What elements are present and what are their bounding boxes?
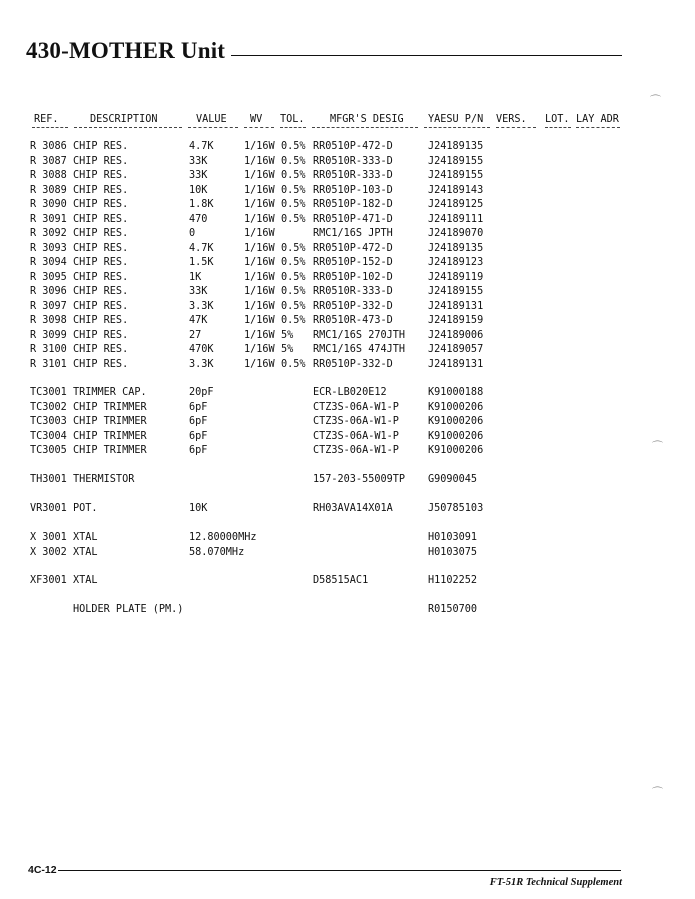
cell-tol: 0.5%: [281, 213, 306, 225]
cell-yaesu-pn: J24189119: [428, 271, 484, 283]
table-row: [0, 155, 695, 169]
cell-ref: TC3001: [30, 387, 67, 398]
cell-description: CHIP RES.: [73, 242, 129, 254]
col-vers: VERS.: [496, 114, 527, 125]
cell-value: 0: [189, 228, 196, 239]
cell-description: CHIP RES.: [73, 170, 129, 181]
cell-ref: R 3091: [30, 213, 67, 225]
dash-rule: [74, 127, 182, 128]
cell-ref: TH3001: [30, 474, 67, 485]
cell-mfgr-desig: 157-203-55009TP: [313, 474, 406, 485]
cell-mfgr-desig: ECR-LB020E12: [313, 387, 387, 398]
cell-value: 6pF: [189, 401, 208, 413]
cell-tol: 0.5%: [281, 315, 306, 326]
cell-yaesu-pn: J24189135: [428, 141, 484, 152]
cell-description: CHIP RES.: [73, 257, 129, 268]
cell-ref: XF3001: [30, 575, 67, 586]
cell-value: 10K: [189, 184, 208, 196]
cell-description: CHIP TRIMMER: [73, 430, 147, 442]
table-row: [0, 546, 695, 560]
cell-mfgr-desig: RMC1/16S 270JTH: [313, 329, 406, 341]
cell-wv: 1/16W: [244, 286, 275, 297]
dash-rule: [312, 127, 418, 128]
table-row: [0, 444, 695, 458]
cell-ref: R 3096: [30, 286, 67, 297]
cell-wv: 1/16W: [244, 155, 275, 167]
cell-mfgr-desig: CTZ3S-06A-W1-P: [313, 430, 399, 442]
col-lot: LOT.: [545, 114, 570, 125]
cell-yaesu-pn: J24189143: [428, 184, 484, 196]
page-header: [26, 36, 622, 66]
cell-yaesu-pn: H0103075: [428, 546, 478, 558]
cell-description: CHIP RES.: [73, 155, 129, 167]
table-row: [0, 314, 695, 328]
table-row: [0, 184, 695, 198]
dash-rule: [244, 127, 274, 128]
cell-description: CHIP TRIMMER: [73, 401, 147, 413]
cell-value: 27: [189, 329, 202, 341]
cell-description: CHIP RES.: [73, 271, 129, 283]
cell-description: CHIP TRIMMER: [73, 445, 147, 456]
table-row: [0, 531, 695, 545]
cell-yaesu-pn: K91000206: [428, 401, 484, 413]
table-row: [0, 343, 695, 357]
col-tol: TOL.: [280, 114, 305, 125]
col-ref: REF.: [34, 114, 59, 125]
cell-ref: R 3099: [30, 329, 67, 341]
cell-yaesu-pn: J24189057: [428, 344, 484, 355]
table-row: [0, 169, 695, 183]
cell-value: 1.5K: [189, 257, 214, 268]
cell-yaesu-pn: H0103091: [428, 532, 478, 543]
table-row: [0, 473, 695, 487]
col-wv: WV: [250, 114, 263, 125]
cell-description: XTAL: [73, 532, 98, 543]
col-yaesu-pn: YAESU P/N: [428, 114, 484, 125]
cell-wv: 1/16W: [244, 184, 275, 196]
table-row: [0, 386, 695, 400]
dash-rule: [188, 127, 238, 128]
col-mfgr: MFGR'S DESIG: [330, 114, 404, 125]
cell-ref: TC3005: [30, 445, 67, 456]
cell-ref: R 3101: [30, 358, 67, 370]
cell-wv: 1/16W: [244, 358, 275, 370]
table-row: [0, 256, 695, 270]
dash-rule: [280, 127, 306, 128]
cell-description: CHIP RES.: [73, 286, 129, 297]
cell-description: CHIP RES.: [73, 141, 129, 152]
cell-wv: 1/16W: [244, 141, 275, 152]
cell-description: POT.: [73, 503, 98, 514]
cell-value: 33K: [189, 286, 208, 297]
cell-wv: 1/16W: [244, 329, 275, 341]
cell-description: CHIP RES.: [73, 184, 129, 196]
cell-value: 33K: [189, 155, 208, 167]
title-rule: [231, 55, 622, 56]
cell-yaesu-pn: J24189111: [428, 213, 484, 225]
cell-yaesu-pn: J24189159: [428, 315, 484, 326]
cell-wv: 1/16W: [244, 257, 275, 268]
cell-mfgr-desig: RR0510P-182-D: [313, 199, 393, 210]
cell-yaesu-pn: J24189135: [428, 242, 484, 254]
cell-mfgr-desig: RR0510P-472-D: [313, 141, 393, 152]
cell-wv: 1/16W: [244, 344, 275, 355]
margin-mark: ⌒: [652, 786, 663, 799]
cell-value: 20pF: [189, 387, 214, 398]
cell-yaesu-pn: J24189155: [428, 155, 484, 167]
cell-value: 1.8K: [189, 199, 214, 210]
cell-yaesu-pn: G9090045: [428, 474, 478, 485]
cell-ref: R 3100: [30, 344, 67, 355]
dash-rule: [576, 127, 620, 128]
cell-value: 6pF: [189, 430, 208, 442]
cell-wv: 1/16W: [244, 199, 275, 210]
cell-value: 6pF: [189, 416, 208, 427]
cell-ref: R 3087: [30, 155, 67, 167]
table-row: [0, 140, 695, 154]
table-row: [0, 502, 695, 516]
cell-mfgr-desig: CTZ3S-06A-W1-P: [313, 445, 399, 456]
cell-description: CHIP RES.: [73, 315, 129, 326]
table-row: [0, 415, 695, 429]
cell-ref: VR3001: [30, 503, 67, 514]
cell-mfgr-desig: RR0510P-103-D: [313, 184, 393, 196]
cell-description: CHIP RES.: [73, 329, 129, 341]
cell-value: 12.80000MHz: [189, 532, 257, 543]
cell-ref: R 3092: [30, 228, 67, 239]
table-row: [0, 603, 695, 617]
cell-value: 3.3K: [189, 358, 214, 370]
cell-yaesu-pn: K91000206: [428, 445, 484, 456]
cell-wv: 1/16W: [244, 315, 275, 326]
cell-description: TRIMMER CAP.: [73, 387, 147, 398]
margin-mark: ⌒: [650, 94, 661, 107]
cell-description: CHIP RES.: [73, 213, 129, 225]
margin-mark: ⌒: [652, 440, 663, 453]
cell-tol: 0.5%: [281, 257, 306, 268]
cell-yaesu-pn: J24189070: [428, 228, 484, 239]
table-row: [0, 213, 695, 227]
cell-tol: 5%: [281, 344, 294, 355]
cell-description: CHIP RES.: [73, 199, 129, 210]
footer-title: FT-51R Technical Supplement: [489, 877, 622, 888]
cell-tol: 0.5%: [281, 155, 306, 167]
cell-description: HOLDER PLATE (PM.): [73, 604, 184, 615]
cell-yaesu-pn: J24189155: [428, 170, 484, 181]
dash-rule: [496, 127, 536, 128]
table-row: [0, 198, 695, 212]
cell-ref: R 3094: [30, 257, 67, 268]
cell-yaesu-pn: K91000188: [428, 387, 484, 398]
dash-rule: [545, 127, 571, 128]
cell-mfgr-desig: RR0510P-102-D: [313, 271, 393, 283]
cell-mfgr-desig: RR0510R-333-D: [313, 155, 393, 167]
cell-value: 3.3K: [189, 300, 214, 312]
cell-mfgr-desig: RR0510P-332-D: [313, 300, 393, 312]
cell-value: 470: [189, 213, 208, 225]
cell-yaesu-pn: J24189131: [428, 358, 484, 370]
cell-ref: TC3004: [30, 430, 67, 442]
cell-description: CHIP TRIMMER: [73, 416, 147, 427]
cell-tol: 0.5%: [281, 184, 306, 196]
cell-yaesu-pn: J50785103: [428, 503, 484, 514]
cell-tol: 0.5%: [281, 141, 306, 152]
cell-tol: 0.5%: [281, 242, 306, 254]
cell-ref: R 3095: [30, 271, 67, 283]
cell-value: 1K: [189, 271, 202, 283]
cell-value: 6pF: [189, 445, 208, 456]
table-row: [0, 358, 695, 372]
cell-value: 33K: [189, 170, 208, 181]
col-value: VALUE: [196, 114, 227, 125]
cell-description: CHIP RES.: [73, 228, 129, 239]
cell-mfgr-desig: RR0510R-473-D: [313, 315, 393, 326]
cell-tol: 0.5%: [281, 170, 306, 181]
cell-yaesu-pn: K91000206: [428, 416, 484, 427]
cell-ref: R 3098: [30, 315, 67, 326]
footer-rule: [58, 870, 621, 871]
cell-mfgr-desig: RR0510P-472-D: [313, 242, 393, 254]
cell-yaesu-pn: J24189006: [428, 329, 484, 341]
cell-value: 58.070MHz: [189, 546, 245, 558]
cell-yaesu-pn: J24189123: [428, 257, 484, 268]
cell-tol: 5%: [281, 329, 294, 341]
table-row: [0, 242, 695, 256]
dash-rule: [32, 127, 68, 128]
dash-rule: [424, 127, 490, 128]
cell-ref: R 3089: [30, 184, 67, 196]
table-row: [0, 285, 695, 299]
cell-wv: 1/16W: [244, 300, 275, 312]
cell-ref: R 3097: [30, 300, 67, 312]
cell-wv: 1/16W: [244, 228, 275, 239]
table-row: [0, 574, 695, 588]
cell-wv: 1/16W: [244, 242, 275, 254]
cell-yaesu-pn: K91000206: [428, 430, 484, 442]
cell-mfgr-desig: RR0510R-333-D: [313, 170, 393, 181]
cell-mfgr-desig: RR0510P-471-D: [313, 213, 393, 225]
cell-value: 47K: [189, 315, 208, 326]
cell-mfgr-desig: RMC1/16S JPTH: [313, 228, 393, 239]
cell-ref: TC3003: [30, 416, 67, 427]
cell-tol: 0.5%: [281, 286, 306, 297]
cell-mfgr-desig: D58515AC1: [313, 575, 369, 586]
cell-mfgr-desig: RMC1/16S 474JTH: [313, 344, 406, 355]
cell-ref: X 3001: [30, 532, 67, 543]
table-row: [0, 430, 695, 444]
cell-tol: 0.5%: [281, 271, 306, 283]
col-description: DESCRIPTION: [90, 114, 158, 125]
cell-mfgr-desig: RR0510R-333-D: [313, 286, 393, 297]
table-row: [0, 300, 695, 314]
cell-ref: R 3088: [30, 170, 67, 181]
cell-tol: 0.5%: [281, 199, 306, 210]
cell-ref: TC3002: [30, 401, 67, 413]
page-number: 4C-12: [28, 864, 57, 876]
cell-description: XTAL: [73, 575, 98, 586]
cell-description: XTAL: [73, 546, 98, 558]
cell-yaesu-pn: J24189131: [428, 300, 484, 312]
cell-wv: 1/16W: [244, 271, 275, 283]
cell-ref: R 3090: [30, 199, 67, 210]
cell-wv: 1/16W: [244, 213, 275, 225]
cell-description: CHIP RES.: [73, 300, 129, 312]
col-lay-adr: LAY ADR: [576, 114, 619, 125]
cell-wv: 1/16W: [244, 170, 275, 181]
cell-value: 4.7K: [189, 242, 214, 254]
cell-description: THERMISTOR: [73, 474, 135, 485]
cell-yaesu-pn: R0150700: [428, 604, 478, 615]
cell-mfgr-desig: CTZ3S-06A-W1-P: [313, 416, 399, 427]
cell-ref: X 3002: [30, 546, 67, 558]
table-row: [0, 401, 695, 415]
page-title: 430-MOTHER Unit: [26, 38, 226, 63]
cell-value: 10K: [189, 503, 208, 514]
cell-mfgr-desig: RH03AVA14X01A: [313, 503, 393, 514]
table-row: [0, 329, 695, 343]
cell-yaesu-pn: H1102252: [428, 575, 478, 586]
table-row: [0, 227, 695, 241]
table-row: [0, 271, 695, 285]
cell-tol: 0.5%: [281, 358, 306, 370]
cell-mfgr-desig: RR0510P-332-D: [313, 358, 393, 370]
cell-value: 470K: [189, 344, 214, 355]
cell-value: 4.7K: [189, 141, 214, 152]
cell-ref: R 3093: [30, 242, 67, 254]
cell-mfgr-desig: CTZ3S-06A-W1-P: [313, 401, 399, 413]
cell-tol: 0.5%: [281, 300, 306, 312]
cell-yaesu-pn: J24189155: [428, 286, 484, 297]
cell-ref: R 3086: [30, 141, 67, 152]
cell-description: CHIP RES.: [73, 358, 129, 370]
cell-mfgr-desig: RR0510P-152-D: [313, 257, 393, 268]
cell-yaesu-pn: J24189125: [428, 199, 484, 210]
cell-description: CHIP RES.: [73, 344, 129, 355]
